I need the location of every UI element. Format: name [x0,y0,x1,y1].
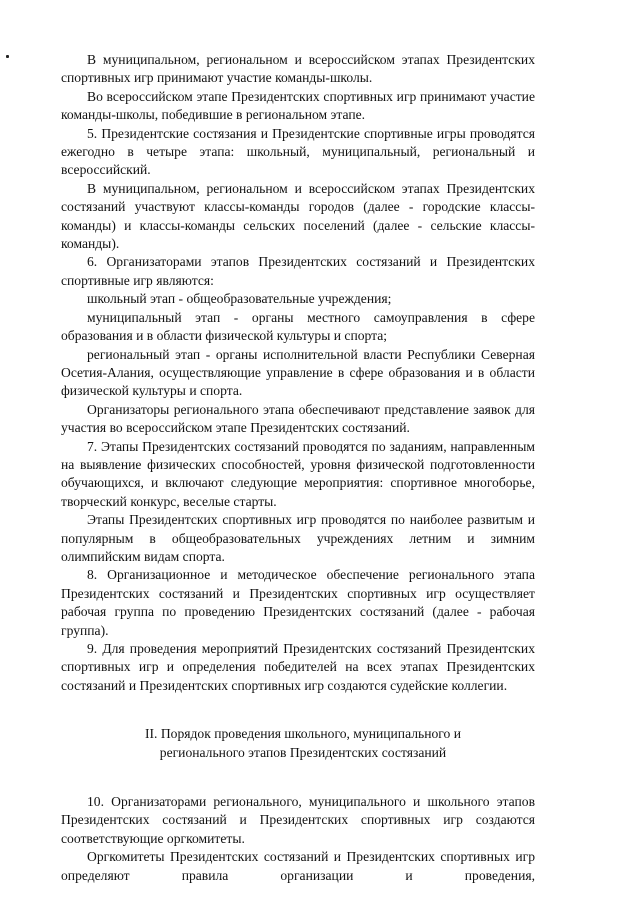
list-item: региональный этап - органы исполнительной власти Республики Северная Осетия-Алания, осуществляющие управление в сфере образования и в области физической культуры и спорта. [61,346,535,399]
paragraph: 8. Организационное и методическое обеспечение регионального этапа Президентских состязаний и Президентских спортивных игр осуществляет рабочая группа по проведению Президентских состязаний (далее - рабочая группа). [61,567,535,638]
paragraph: Организаторы регионального этапа обеспечивают представление заявок для участия во всероссийском этапе Президентских состязаний. [61,401,535,436]
list-item: муниципальный этап - органы местного самоуправления в сфере образования и в области физической культуры и спорта; [61,309,535,344]
paragraph: 9. Для проведения мероприятий Президентских состязаний Президентских спортивных игр и определения победителей на всех этапах Президентских состязаний и Президентских спортивных игр создаются судейские коллегии. [61,641,535,693]
body-text-bottom [61,793,535,885]
body-text-top [61,51,535,695]
paragraph: Этапы Президентских спортивных игр проводятся по наиболее развитым и популярным в общеобразовательных учреждениях летним и зимним олимпийским видам спорта. [61,512,535,564]
list-item: школьный этап - общеобразовательные учреждения; [87,291,392,307]
scan-mark [6,55,9,58]
paragraph: 10. Организаторами регионального, муниципального и школьного этапов Президентских состязаний и Президентских спортивных игр создаются соответствующие оргкомитеты. [61,794,535,846]
section-heading-line: II. Порядок проведения школьного, муниципального и [144,726,461,742]
section-heading [61,725,535,762]
paragraph: Во всероссийском этапе Президентских спортивных игр принимают участие команды-школы, победившие в региональном этапе. [61,88,535,123]
document-page [61,51,535,885]
paragraph: Оргкомитеты Президентских состязаний и Президентских спортивных игр определяют правила организации и проведения, [61,849,535,883]
section-heading-line: регионального этапов Президентских состязаний [159,744,447,760]
paragraph: В муниципальном, региональном и всероссийском этапах Президентских состязаний участвуют классы-команды городов (далее - городские классы-команды) и классы-команды сельских поселений (далее - сельские классы-команды). [61,180,535,252]
paragraph: 7. Этапы Президентских состязаний проводятся по заданиям, направленным на выявление физических способностей, уровня физической подготовленности обучающихся, и включают следующие мероприятия: спортивное многоборье, творческий конкурс, веселые старты. [61,438,535,509]
paragraph: В муниципальном, региональном и всероссийском этапах Президентских спортивных игр принимают участие команды-школы. [61,52,535,86]
paragraph: 5. Президентские состязания и Президентские спортивные игры проводятся ежегодно в четыре этапа: школьный, муниципальный, региональный и всероссийский. [61,125,535,178]
paragraph: 6. Организаторами этапов Президентских состязаний и Президентских спортивные игр являются: [61,254,535,288]
